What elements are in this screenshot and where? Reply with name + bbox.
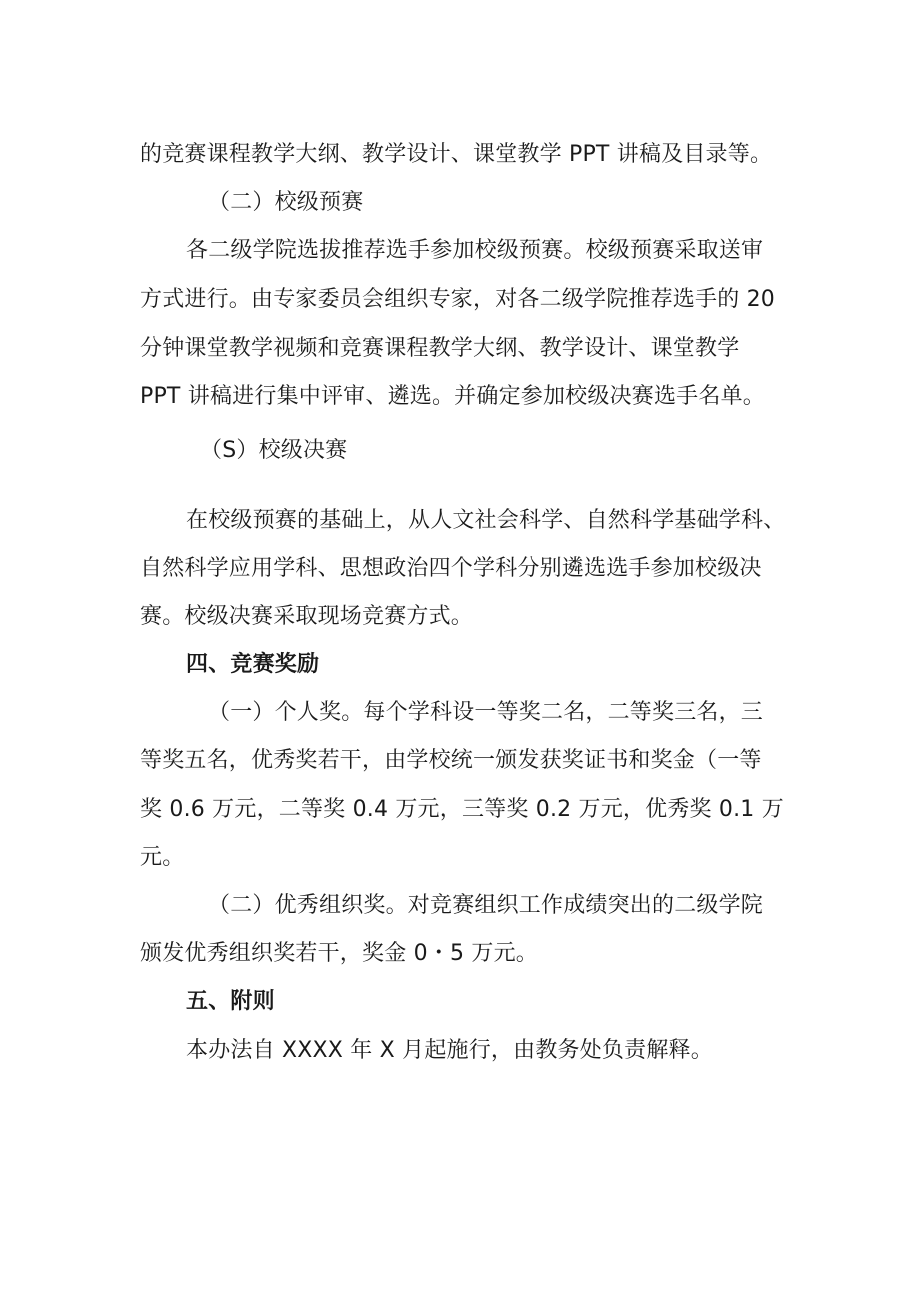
section-heading-supplementary: 五、附则 <box>186 989 275 1014</box>
paragraph-line: 等奖五名，优秀奖若干，由学校统一颁发获奖证书和奖金（一等 <box>140 748 762 773</box>
paragraph-line: 本办法自 XXXX 年 X 月起施行，由教务处负责解释。 <box>186 1038 713 1063</box>
paragraph-line: PPT 讲稿进行集中评审、遴选。并确定参加校级决赛选手名单。 <box>140 384 765 409</box>
paragraph-line: 方式进行。由专家委员会组织专家，对各二级学院推荐选手的 20 <box>140 287 775 312</box>
paragraph-line: 自然科学应用学科、思想政治四个学科分别遴选选手参加校级决 <box>140 556 762 581</box>
paragraph-line: （二）优秀组织奖。对竞赛组织工作成绩突出的二级学院 <box>208 893 764 918</box>
paragraph-line: 赛。校级决赛采取现场竞赛方式。 <box>140 604 474 629</box>
paragraph-line: 奖 0.6 万元，二等奖 0.4 万元，三等奖 0.2 万元，优秀奖 0.1 万 <box>140 797 784 822</box>
paragraph-line: （一）个人奖。每个学科设一等奖二名，二等奖三名，三 <box>208 700 764 725</box>
paragraph-line: 元。 <box>140 845 185 870</box>
paragraph-line: 分钟课堂教学视频和竞赛课程教学大纲、教学设计、课堂教学 <box>140 336 740 361</box>
paragraph-line: 的竞赛课程教学大纲、教学设计、课堂教学 PPT 讲稿及目录等。 <box>140 142 773 167</box>
paragraph-line: 各二级学院选拔推荐选手参加校级预赛。校级预赛采取送审 <box>186 238 764 263</box>
paragraph-line: 颁发优秀组织奖若干，奖金 0・5 万元。 <box>140 941 538 966</box>
paragraph-line: 在校级预赛的基础上，从人文社会科学、自然科学基础学科、 <box>186 508 786 533</box>
subheading-prelim: （二）校级预赛 <box>208 190 364 215</box>
subheading-final: （S）校级决赛 <box>200 438 348 463</box>
section-heading-awards: 四、竞赛奖励 <box>186 652 320 677</box>
